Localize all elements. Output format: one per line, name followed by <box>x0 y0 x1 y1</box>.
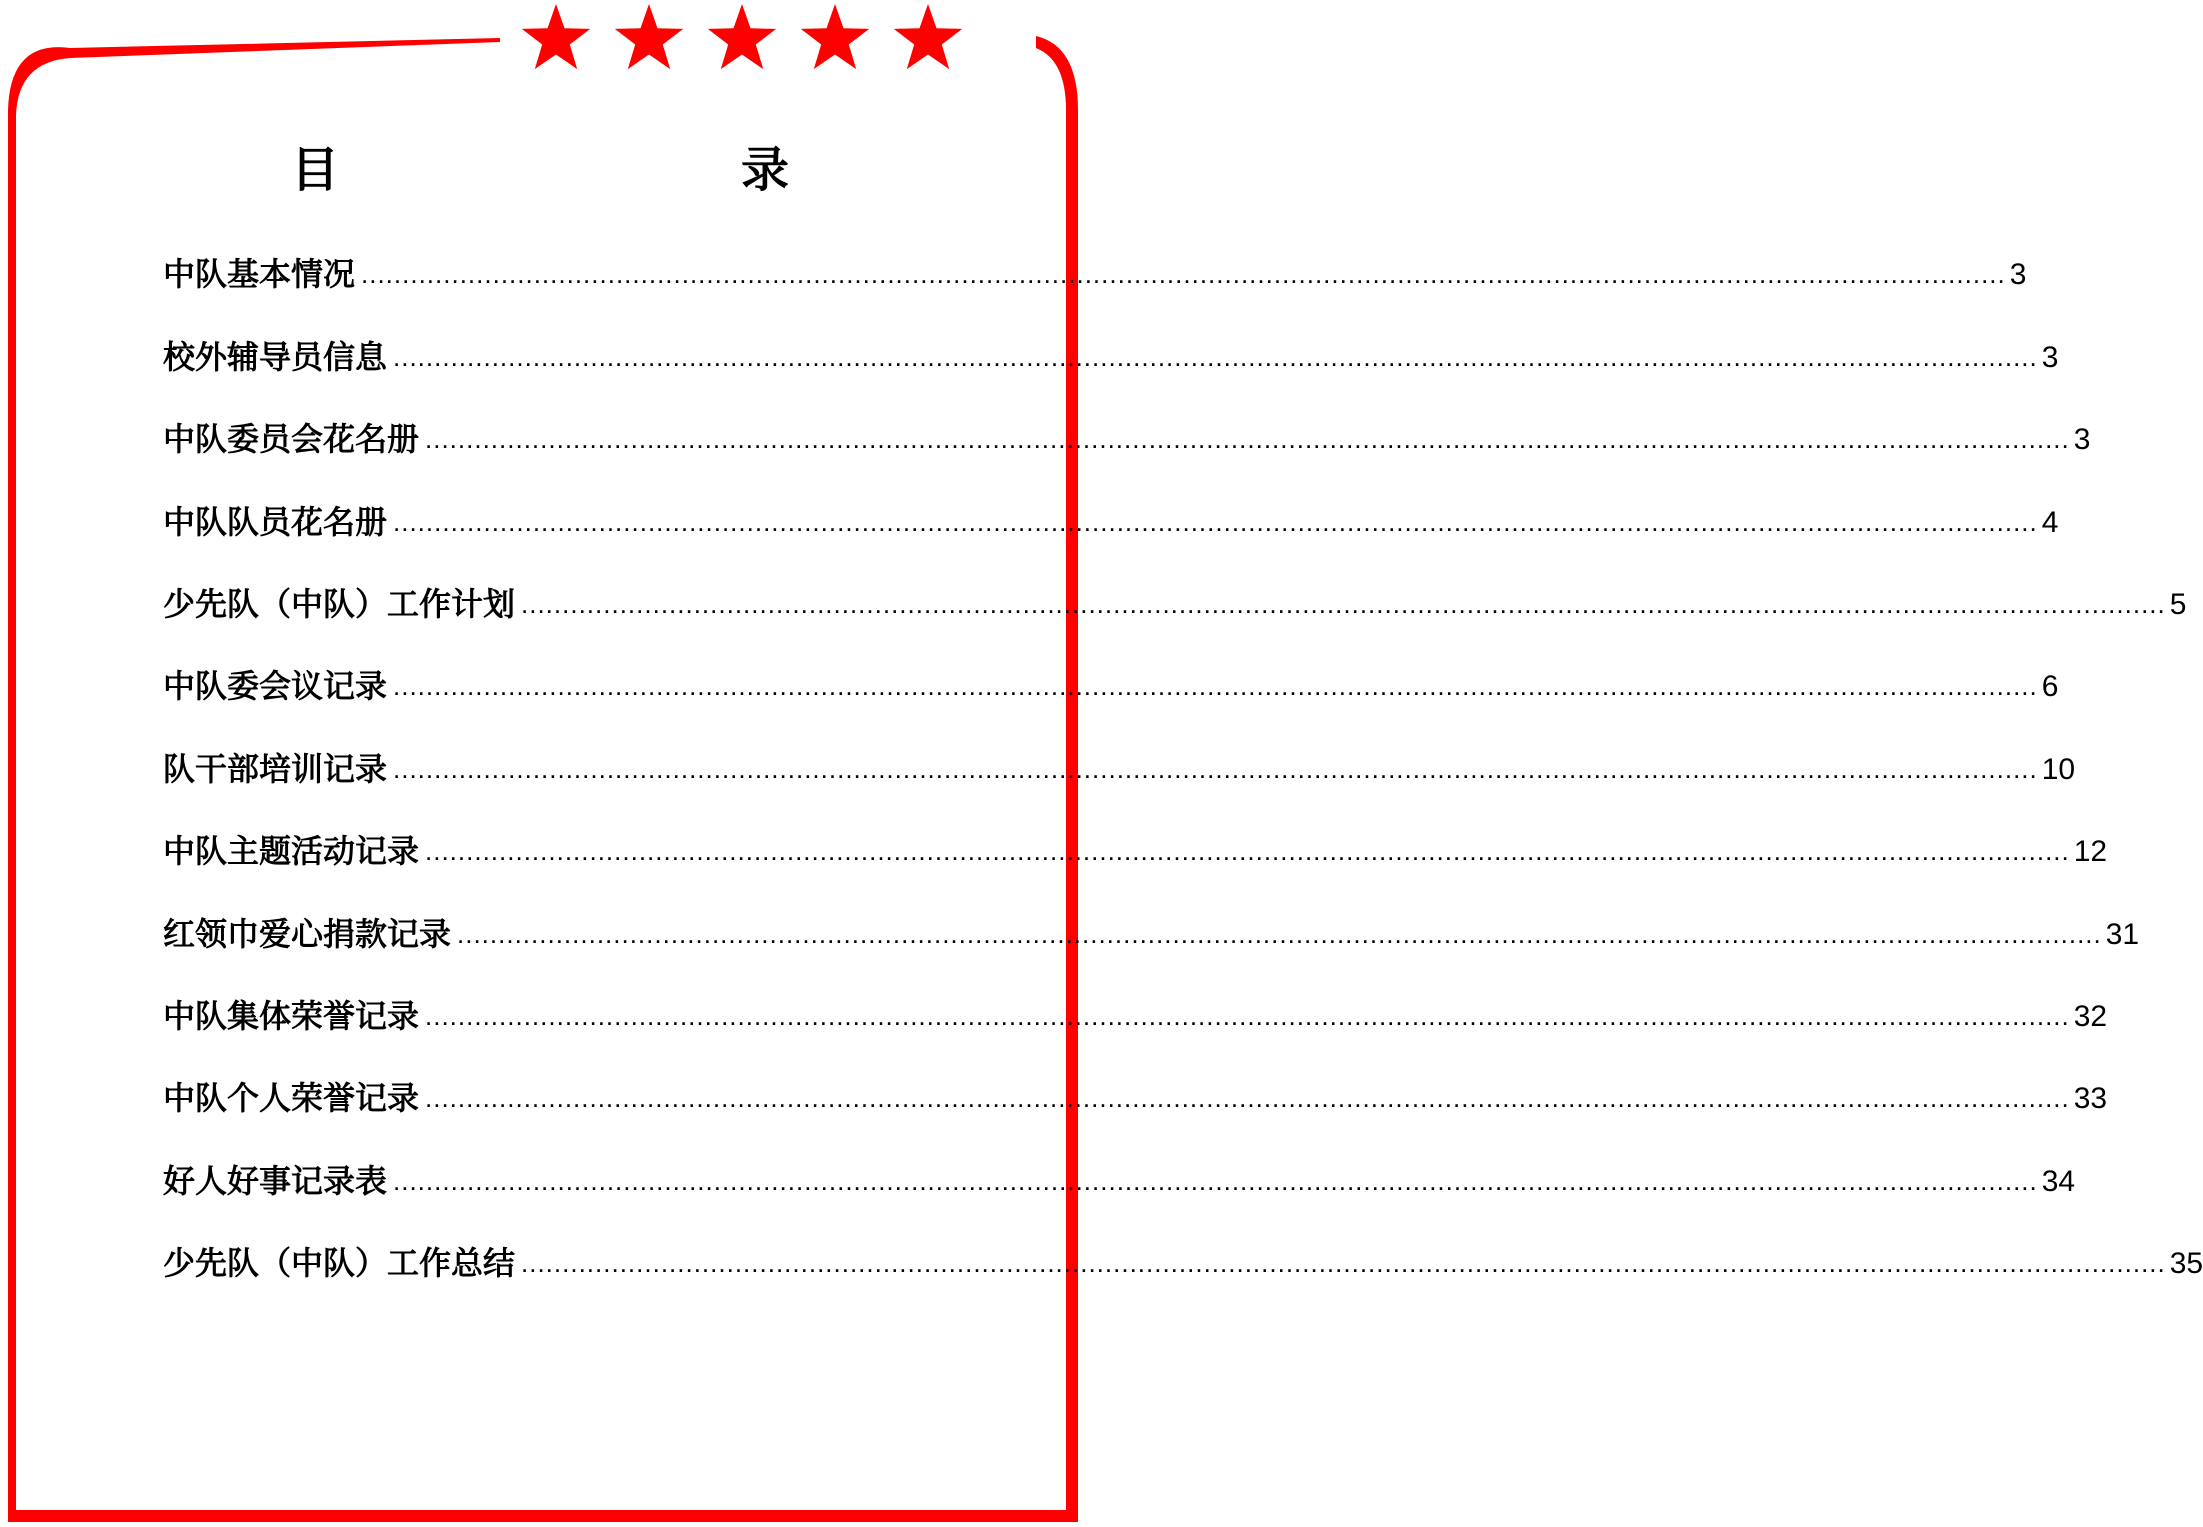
toc-page-number: 3 <box>2073 423 2091 457</box>
table-of-contents <box>163 240 2203 1311</box>
toc-dot-leader: ........................................................................................................................................................................................................ <box>457 918 2102 949</box>
toc-entry-label: 红领巾爱心捐款记录 <box>163 914 452 953</box>
page-title: 目 录 <box>290 142 891 198</box>
toc-page-number: 31 <box>2105 917 2140 951</box>
star-icon <box>894 4 962 69</box>
toc-entry-label: 中队集体荣誉记录 <box>163 996 420 1035</box>
toc-page-number: 3 <box>2041 340 2059 374</box>
toc-dot-leader: ........................................................................................................................................................................................................ <box>361 259 2006 290</box>
toc-dot-leader: ........................................................................................................................................................................................................ <box>425 1083 2070 1114</box>
toc-entry-label: 少先队（中队）工作计划 <box>163 584 516 623</box>
toc-dot-leader: ........................................................................................................................................................................................................ <box>393 341 2038 372</box>
toc-entry[interactable] <box>163 570 2187 652</box>
toc-dot-leader: ........................................................................................................................................................................................................ <box>425 836 2070 867</box>
toc-entry[interactable] <box>163 322 2059 404</box>
toc-entry[interactable] <box>163 1064 2108 1146</box>
toc-page-number: 6 <box>2041 670 2059 704</box>
toc-entry[interactable] <box>163 487 2059 569</box>
toc-entry[interactable] <box>163 1229 2203 1311</box>
star-icon <box>615 4 683 69</box>
toc-entry-label: 校外辅导员信息 <box>163 337 388 376</box>
star-icon <box>801 4 869 69</box>
toc-entry[interactable] <box>163 734 2076 816</box>
toc-page-number: 34 <box>2041 1164 2076 1198</box>
star-icon <box>708 4 776 69</box>
toc-entry-label: 中队委员会花名册 <box>163 420 420 459</box>
toc-entry-label: 队干部培训记录 <box>163 749 388 788</box>
toc-page-number: 32 <box>2073 999 2108 1033</box>
toc-dot-leader: ........................................................................................................................................................................................................ <box>425 424 2070 455</box>
toc-entry[interactable] <box>163 1146 2076 1228</box>
frame-bottom-border <box>8 1510 1078 1522</box>
toc-entry[interactable] <box>163 899 2140 981</box>
toc-entry-label: 中队队员花名册 <box>163 502 388 541</box>
toc-page-number: 5 <box>2169 587 2187 621</box>
toc-entry[interactable] <box>163 652 2059 734</box>
star-row <box>522 4 962 69</box>
toc-dot-leader: ........................................................................................................................................................................................................ <box>393 1165 2038 1196</box>
toc-page-number: 3 <box>2009 258 2027 292</box>
toc-entry[interactable] <box>163 982 2108 1064</box>
toc-page-number: 4 <box>2041 505 2059 539</box>
toc-entry-label: 少先队（中队）工作总结 <box>163 1244 516 1283</box>
toc-dot-leader: ........................................................................................................................................................................................................ <box>521 588 2166 619</box>
toc-entry-label: 中队主题活动记录 <box>163 832 420 871</box>
toc-entry[interactable] <box>163 240 2027 322</box>
toc-entry-label: 好人好事记录表 <box>163 1161 388 1200</box>
toc-entry[interactable] <box>163 405 2091 487</box>
toc-dot-leader: ........................................................................................................................................................................................................ <box>425 1000 2070 1031</box>
toc-entry[interactable] <box>163 817 2108 899</box>
toc-page-number: 12 <box>2073 835 2108 869</box>
toc-dot-leader: ........................................................................................................................................................................................................ <box>393 753 2038 784</box>
toc-page-number: 33 <box>2073 1082 2108 1116</box>
toc-dot-leader: ........................................................................................................................................................................................................ <box>393 671 2038 702</box>
toc-dot-leader: ........................................................................................................................................................................................................ <box>521 1248 2166 1279</box>
toc-dot-leader: ........................................................................................................................................................................................................ <box>393 506 2038 537</box>
toc-page-number: 35 <box>2169 1247 2203 1281</box>
toc-page-number: 10 <box>2041 752 2076 786</box>
star-icon <box>522 4 590 69</box>
toc-entry-label: 中队基本情况 <box>163 255 356 294</box>
toc-entry-label: 中队个人荣誉记录 <box>163 1079 420 1118</box>
toc-entry-label: 中队委会议记录 <box>163 667 388 706</box>
